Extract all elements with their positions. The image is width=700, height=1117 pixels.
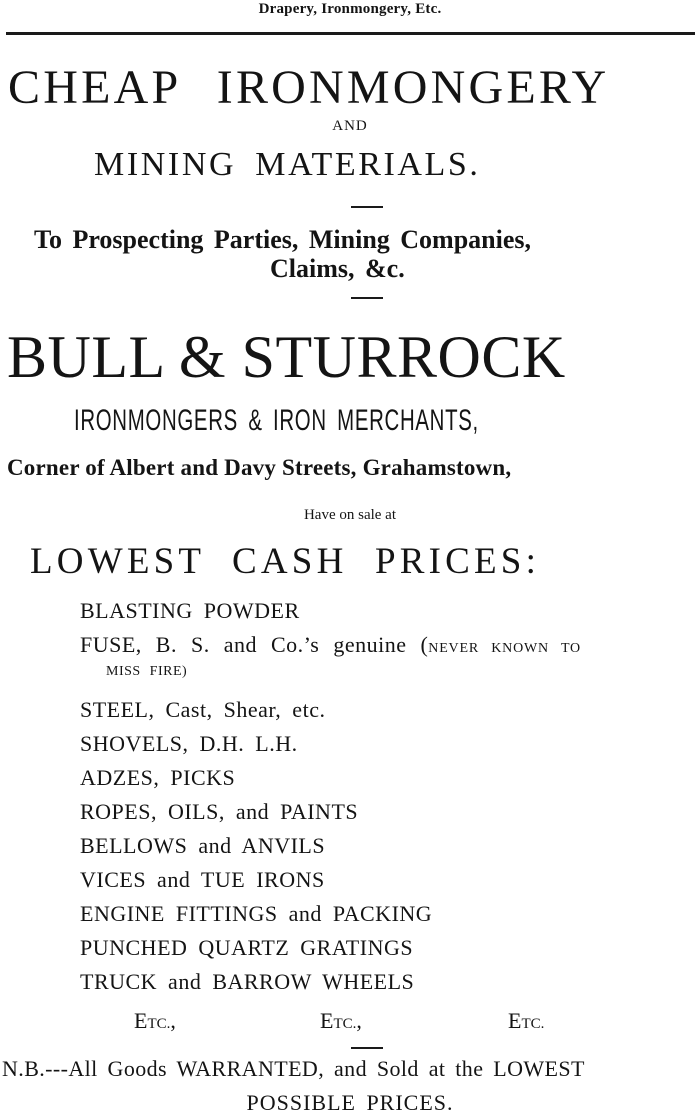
divider-rule: [351, 1047, 383, 1049]
divider-rule: [351, 297, 383, 299]
list-item: ADZES, PICKS: [80, 765, 236, 790]
firm-name: BULL & STURROCK: [7, 324, 566, 390]
etc-1-initial: E: [134, 1008, 148, 1033]
list-item: PUNCHED QUARTZ GRATINGS: [80, 935, 414, 960]
etc-3-caps: TC.: [521, 1016, 545, 1032]
list-item-text: FUSE, B. S. and Co.’s genuine (: [80, 632, 429, 657]
list-item: STEEL, Cast, Shear, etc.: [80, 697, 326, 722]
etc-2-initial: E: [320, 1008, 334, 1033]
list-item-caps: NEVER KNOWN TO: [428, 641, 581, 656]
audience-line-1: To Prospecting Parties, Mining Companies,: [34, 225, 532, 254]
on-sale-text: Have on sale at: [303, 507, 397, 523]
list-item: BELLOWS and ANVILS: [80, 833, 326, 858]
etc-2-caps: TC.: [333, 1016, 357, 1032]
etc-1-comma: ,: [170, 1008, 176, 1033]
list-item: BLASTING POWDER: [80, 598, 300, 623]
list-item: ENGINE FITTINGS and PACKING: [80, 901, 433, 926]
prices-banner: LOWEST CASH PRICES:: [30, 541, 541, 582]
firm-trade: IRONMONGERS & IRON MERCHANTS,: [74, 404, 479, 437]
etc-1: [134, 1008, 176, 1034]
etc-2: [320, 1008, 362, 1034]
audience-line-2: Claims, &c.: [270, 254, 405, 283]
headline-and: AND: [332, 118, 368, 134]
headline-cheap-ironmongery: CHEAP IRONMONGERY: [8, 61, 610, 114]
etc-3: [508, 1008, 544, 1034]
etc-2-comma: ,: [356, 1008, 362, 1033]
section-header: Drapery, Ironmongery, Etc.: [258, 1, 442, 17]
list-item: SHOVELS, D.H. L.H.: [80, 731, 298, 756]
divider-rule: [351, 206, 383, 208]
list-item-continuation: MISS FIRE): [106, 664, 188, 679]
list-item: VICES and TUE IRONS: [80, 867, 325, 892]
footer-note-continuation: POSSIBLE PRICES.: [246, 1090, 454, 1115]
etc-1-caps: TC.: [147, 1016, 171, 1032]
footer-note: N.B.---All Goods WARRANTED, and Sold at the LOWEST: [2, 1056, 585, 1081]
etc-3-initial: E: [508, 1008, 522, 1033]
header-rule: [6, 32, 695, 35]
list-item: TRUCK and BARROW WHEELS: [80, 969, 415, 994]
list-item: [80, 632, 581, 658]
firm-address: Corner of Albert and Davy Streets, Grahamstown,: [7, 455, 512, 480]
list-item: ROPES, OILS, and PAINTS: [80, 799, 359, 824]
headline-mining-materials: MINING MATERIALS.: [94, 146, 481, 183]
